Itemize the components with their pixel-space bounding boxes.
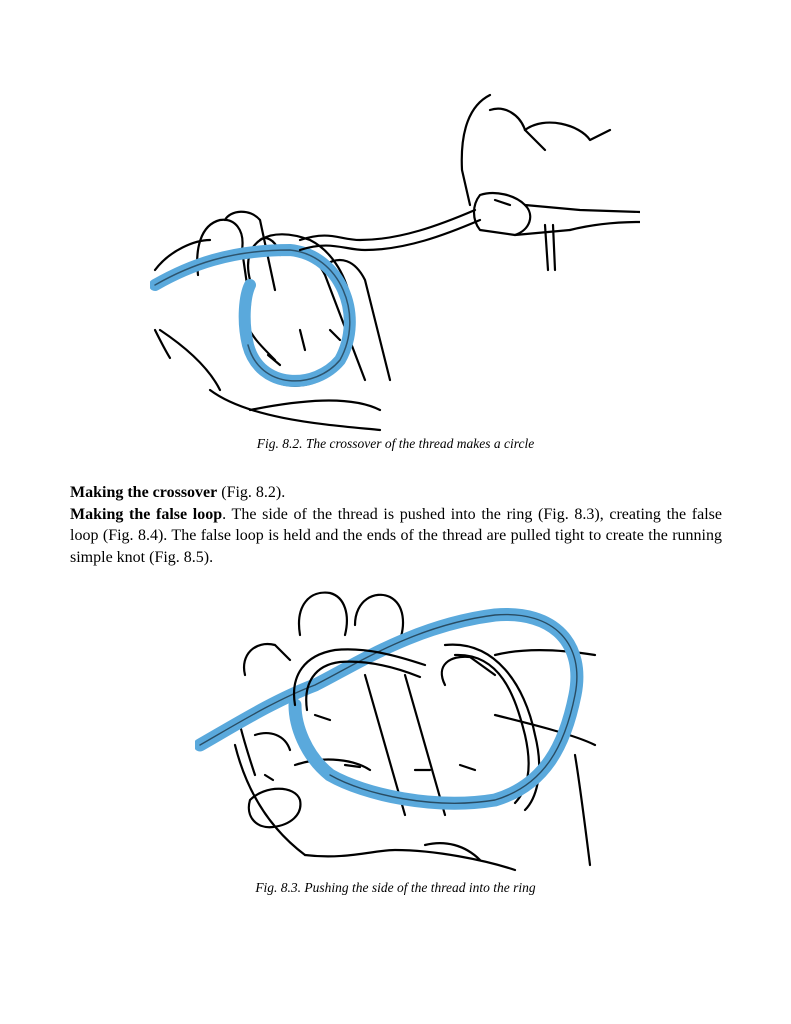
- text-crossover: (Fig. 8.2).: [217, 484, 286, 501]
- paragraph-false-loop: [70, 504, 722, 569]
- text-false-loop: . The side of the thread is pushed into the ring (Fig. 8.3), creating the false loop (Fig. 8.4). The false loop is held and the ends of the thread are pulled tight to create the running simple knot (Fig. 8.5).: [70, 505, 722, 566]
- figure-8-3-illustration: [195, 585, 600, 880]
- heading-crossover: Making the crossover: [70, 484, 218, 501]
- instruction-text: [70, 482, 722, 568]
- paragraph-crossover: [70, 482, 722, 504]
- figure-8-3-caption: Fig. 8.3. Pushing the side of the thread into the ring: [255, 880, 536, 895]
- heading-false-loop: Making the false loop: [70, 505, 223, 523]
- figure-8-2-caption: Fig. 8.2. The crossover of the thread makes a circle: [256, 436, 535, 451]
- figure-8-2-illustration: [150, 90, 640, 435]
